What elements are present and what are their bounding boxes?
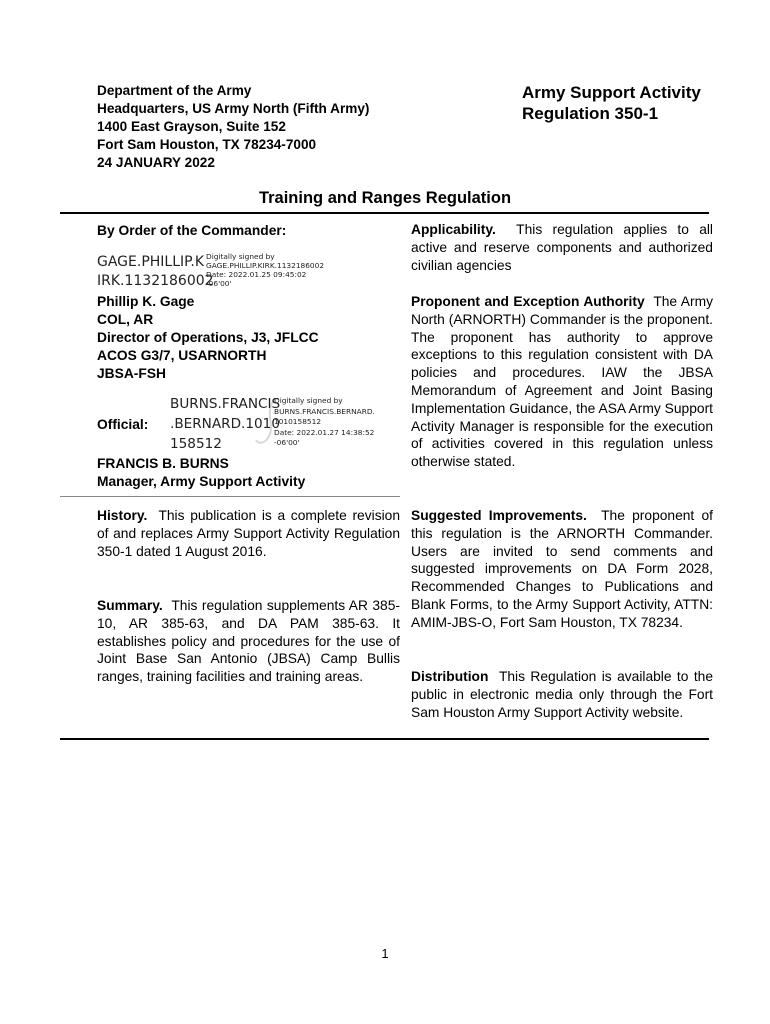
official-label: Official:: [97, 417, 149, 432]
signer-gage-block: [97, 293, 400, 383]
history-heading: History.: [97, 508, 148, 523]
bottom-divider: [60, 738, 709, 740]
distribution-section: [411, 668, 713, 721]
proponent-section: [411, 293, 713, 471]
sig-name-line: .BERNARD.1010: [170, 416, 280, 432]
sig-date: Date: 2022.01.25 09:45:02: [206, 270, 307, 279]
org-line: Headquarters, US Army North (Fifth Army): [97, 101, 370, 116]
title-divider: [60, 212, 709, 214]
signer-burns-block: [97, 455, 400, 491]
signer-line: JBSA-FSH: [97, 366, 166, 381]
digital-signature-burns: [170, 394, 400, 452]
history-text: This publication is a complete revision of and replaces Army Support Activity Regulation 350-1 dated 1 August 2016.: [97, 508, 401, 559]
sig-date: Date: 2022.01.27 14:38:52: [274, 427, 375, 437]
sig-signed-name: GAGE.PHILLIP.KIRK.1132186002: [206, 261, 325, 270]
sig-name-line: GAGE.PHILLIP.K: [97, 254, 205, 270]
document-title: Training and Ranges Regulation: [258, 189, 512, 207]
sig-signed-name: BURNS.FRANCIS.BERNARD.: [274, 406, 375, 416]
signer-line: Manager, Army Support Activity: [97, 474, 306, 489]
sig-tz: -06'00': [274, 438, 300, 447]
sig-tz: -06'00': [206, 279, 232, 288]
proponent-heading: Proponent and Exception Authority: [411, 294, 645, 309]
signature-divider: [60, 496, 400, 497]
sig-name-line: 158512: [170, 436, 222, 452]
org-line: Department of the Army: [97, 83, 252, 98]
distribution-heading: Distribution: [411, 669, 489, 684]
proponent-text: The Army North (ARNORTH) Commander is the proponent. The proponent has authority to approve exceptions to this regulation consistent with DA policies and procedures. IAW the JBSA Memorandum of Agreement and Joint Basing Implementation Guidance, the ASA Army Support Activity Manager is responsible for the execution of activities covered in this regulation unless otherwise stated.: [411, 294, 713, 470]
applicability-section: [411, 221, 713, 274]
signer-line: COL, AR: [97, 312, 154, 327]
page-number: 1: [381, 946, 389, 961]
digital-signature-gage: [97, 252, 325, 292]
org-line: 1400 East Grayson, Suite 152: [97, 119, 286, 134]
signer-line: Phillip K. Gage: [97, 294, 195, 309]
publication-date: 24 JANUARY 2022: [97, 155, 215, 170]
org-line: Fort Sam Houston, TX 78234-7000: [97, 137, 317, 152]
signer-line: FRANCIS B. BURNS: [97, 456, 229, 471]
by-order-label: By Order of the Commander:: [97, 223, 287, 238]
signer-line: ACOS G3/7, USARNORTH: [97, 348, 267, 363]
organization-address: [97, 82, 369, 172]
sig-signed-name: 1010158512: [274, 417, 322, 426]
applicability-text: This regulation applies to all active and reserve components and authorized civilian agencies: [411, 222, 714, 273]
history-section: [97, 507, 400, 560]
reg-line: Regulation 350-1: [522, 104, 659, 123]
sig-label: Digitally signed by: [274, 396, 343, 405]
distribution-text: This Regulation is available to the public in electronic media only through the Fort Sam Houston Army Support Activity website.: [411, 669, 714, 720]
sig-name-line: IRK.1132186002: [97, 273, 214, 289]
reg-line: Army Support Activity: [522, 83, 701, 102]
summary-section: [97, 597, 400, 686]
signer-line: Director of Operations, J3, JFLCC: [97, 330, 319, 345]
sig-label: Digitally signed by: [206, 252, 275, 261]
applicability-heading: Applicability.: [411, 222, 496, 237]
suggested-heading: Suggested Improvements.: [411, 508, 587, 523]
regulation-id: [522, 82, 701, 124]
suggested-text: The proponent of this regulation is the ARNORTH Commander. Users are invited to send comments and suggested improvements on DA Form 2028, Recommended Changes to Publications and Blank Forms, to the Army Support Activity, ATTN: AMIM-JBS-O, Fort Sam Houston, TX 78234.: [411, 508, 713, 630]
sig-name-line: BURNS.FRANCIS: [170, 396, 281, 412]
summary-text: This regulation supplements AR 385-10, AR 385-63, and DA PAM 385-63. It establishes policy and procedures for the use of Joint Base San Antonio (JBSA) Camp Bullis ranges, training facilities and training areas.: [97, 598, 401, 685]
suggested-improvements-section: [411, 507, 713, 632]
summary-heading: Summary.: [97, 598, 163, 613]
